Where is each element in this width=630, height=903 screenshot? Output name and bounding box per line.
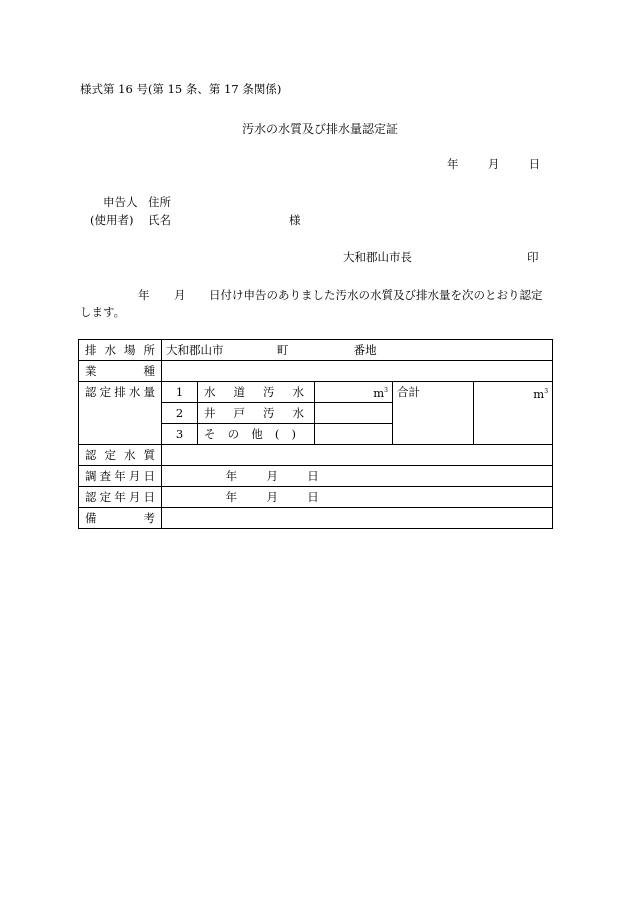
date-year: 年 <box>225 469 238 483</box>
table-row <box>79 340 553 361</box>
table-row <box>79 361 553 382</box>
table-row <box>79 466 553 487</box>
char: そ <box>204 427 216 441</box>
name-label: 氏名 <box>148 213 171 227</box>
location-value <box>162 340 553 361</box>
cert-date-value <box>162 487 553 508</box>
char: ) <box>291 427 296 441</box>
char: 他 <box>251 427 263 441</box>
applicant-label: 申告人 <box>103 195 138 209</box>
source-name <box>198 424 315 445</box>
unit: m <box>533 386 545 401</box>
cert-date-label: 認定年月日 <box>79 487 162 508</box>
date-line <box>447 156 540 172</box>
body-year: 年 <box>138 288 150 302</box>
char: ( <box>274 427 280 441</box>
source-no: 1 <box>162 382 198 403</box>
survey-date-value <box>162 466 553 487</box>
table-row <box>79 487 553 508</box>
char: 汚 <box>263 385 275 399</box>
table-row <box>79 508 553 529</box>
location-label: 排水場所 <box>79 340 162 361</box>
char: 戸 <box>233 406 245 420</box>
form-number: 様式第 16 号(第 15 条、第 17 条関係) <box>80 82 282 96</box>
unit: m <box>373 385 385 400</box>
unit-sup: 3 <box>544 388 549 395</box>
char: 汚 <box>263 406 275 420</box>
char: 道 <box>233 385 245 399</box>
date-day: 日 <box>307 469 319 483</box>
char: 水 <box>204 385 216 399</box>
business-value <box>162 361 553 382</box>
date-month: 月 <box>487 157 500 171</box>
char: 水 <box>292 406 304 420</box>
date-day: 日 <box>307 490 319 504</box>
page-title: 汚水の水質及び排水量認定証 <box>242 122 399 136</box>
date-day: 日 <box>528 157 541 171</box>
table-row <box>79 445 553 466</box>
survey-date-label: 調査年月日 <box>79 466 162 487</box>
business-label: 業 種 <box>79 361 162 382</box>
location-city: 大和郡山市 <box>166 343 224 357</box>
char: 水 <box>292 385 304 399</box>
certificate-table <box>78 339 553 529</box>
volume-label: 認定排水量 <box>79 382 162 445</box>
table-row <box>79 382 553 403</box>
total-value <box>474 382 553 445</box>
source-no: 3 <box>162 424 198 445</box>
seal-mark: 印 <box>527 250 539 264</box>
date-month: 月 <box>266 490 278 504</box>
volume-cell <box>315 382 393 403</box>
date-year: 年 <box>447 157 459 171</box>
char: の <box>227 427 240 441</box>
body-text-line2: します。 <box>80 305 126 319</box>
body-month: 月 <box>174 288 186 302</box>
volume-cell <box>315 424 393 445</box>
remarks-label: 備 考 <box>79 508 162 529</box>
date-month: 月 <box>266 469 278 483</box>
date-year: 年 <box>225 490 238 504</box>
source-name <box>198 403 315 424</box>
quality-value <box>162 445 553 466</box>
body-text-line1: 日付け申告のありました汚水の水質及び排水量を次のとおり認定 <box>209 288 543 302</box>
honorific: 様 <box>289 213 301 227</box>
char: 井 <box>204 406 216 420</box>
location-town: 町 <box>276 343 289 357</box>
location-lot: 番地 <box>353 343 377 357</box>
source-no: 2 <box>162 403 198 424</box>
remarks-value <box>162 508 553 529</box>
total-label: 合計 <box>393 382 474 445</box>
address-label: 住所 <box>148 195 171 209</box>
issuer-name: 大和郡山市長 <box>343 250 412 264</box>
quality-label: 認定水質 <box>79 445 162 466</box>
unit-sup: 3 <box>384 387 388 395</box>
source-name <box>198 382 315 403</box>
applicant-role: (使用者) <box>90 213 134 227</box>
volume-cell <box>315 403 393 424</box>
